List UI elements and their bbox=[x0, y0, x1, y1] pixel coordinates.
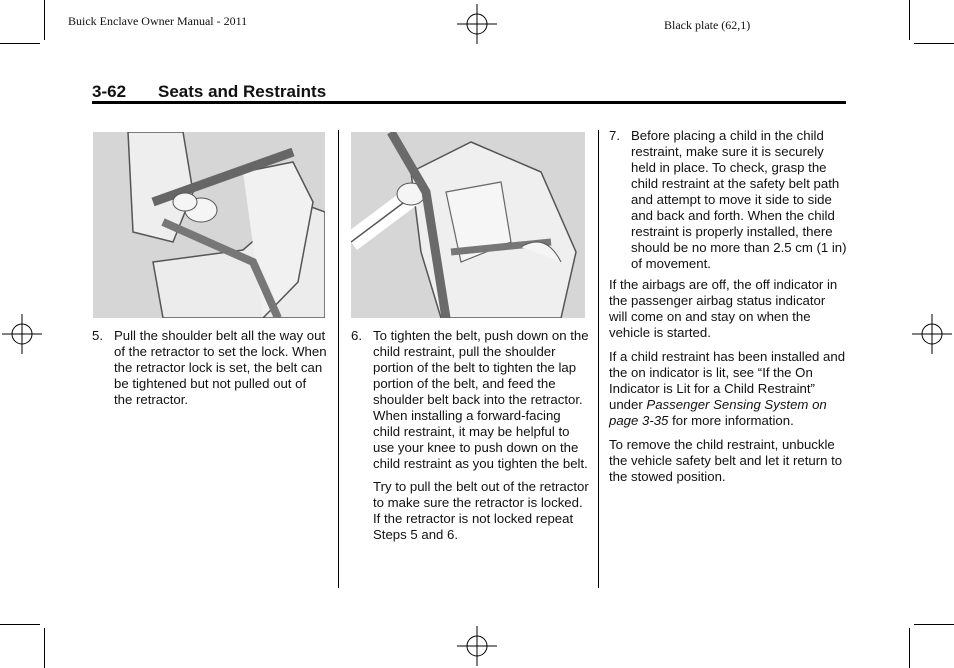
step-text: Before placing a child in the child restraint, make sure it is securely held in place. To check, grasp the child restraint at the safety belt path and attempt to move it side to side and back and forth. When the child restraint is properly installed, there should be no more than 2.5 cm (1 in) of movement. bbox=[631, 128, 847, 271]
section-title: Seats and Restraints bbox=[158, 82, 327, 101]
column-divider bbox=[338, 130, 339, 588]
right-column bbox=[609, 128, 847, 493]
plate-label: Black plate (62,1) bbox=[664, 18, 751, 32]
column-divider bbox=[598, 130, 599, 588]
manual-title: Buick Enclave Owner Manual - 2011 bbox=[68, 14, 248, 28]
step-7 bbox=[609, 128, 847, 272]
crop-mark bbox=[44, 0, 45, 40]
airbags-off-paragraph: If the airbags are off, the off indicator in the passenger airbag status indicator will come on and stay on when the vehicle is started. bbox=[609, 277, 838, 340]
section-heading bbox=[92, 82, 326, 102]
step-number: 5. bbox=[92, 328, 103, 343]
step-5 bbox=[92, 328, 328, 408]
crop-mark bbox=[0, 43, 40, 44]
step-6 bbox=[351, 328, 589, 543]
crop-mark bbox=[44, 628, 45, 668]
illustration-pull-shoulder-belt bbox=[93, 132, 325, 318]
registration-mark-icon bbox=[457, 626, 497, 666]
step-number: 6. bbox=[351, 328, 362, 343]
crop-mark bbox=[0, 624, 40, 625]
indicator-lit-paragraph: If a child restraint has been installed and the on indicator is lit, see “If the On Indicator is Lit for a Child Restraint” under Passenger Sensing System on page 3-35 for more information. bbox=[609, 349, 846, 428]
crop-mark bbox=[914, 43, 954, 44]
step-text: To tighten the belt, push down on the child restraint, pull the shoulder portion of the belt to tighten the lap portion of the belt, and feed the shoulder belt back into the retractor. When installing a forward-facing child restraint, it may be helpful to use your knee to push down on the child restraint as you tighten the belt. bbox=[373, 328, 589, 471]
registration-mark-icon bbox=[912, 314, 952, 354]
cross-reference-link[interactable]: Passenger Sensing System on page 3-35 bbox=[609, 397, 827, 428]
registration-mark-icon bbox=[457, 4, 497, 44]
step-note: Try to pull the belt out of the retractor to make sure the retractor is locked. If the retractor is not locked repeat Steps 5 and 6. bbox=[373, 479, 589, 542]
illustration-tighten-belt bbox=[351, 132, 585, 318]
crop-mark bbox=[909, 628, 910, 668]
registration-mark-icon bbox=[2, 314, 42, 354]
step-text: Pull the shoulder belt all the way out of the retractor to set the lock. When the retractor lock is set, the belt can be tightened but not pulled out of the retractor. bbox=[114, 328, 327, 407]
crop-mark bbox=[914, 624, 954, 625]
page-number: 3-62 bbox=[92, 82, 127, 101]
crop-mark bbox=[909, 0, 910, 40]
header-rule bbox=[92, 101, 846, 104]
step-number: 7. bbox=[609, 128, 620, 143]
remove-paragraph: To remove the child restraint, unbuckle the vehicle safety belt and let it return to the stowed position. bbox=[609, 437, 843, 484]
